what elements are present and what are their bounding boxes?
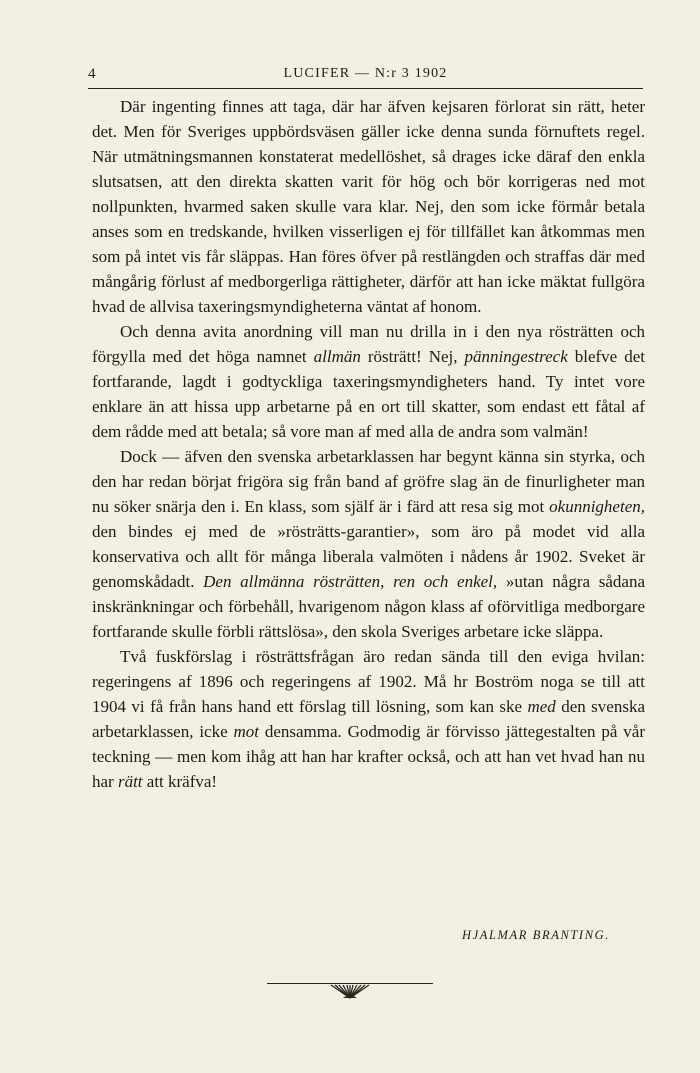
page-header — [88, 66, 643, 89]
emphasis-text: pänningestreck — [464, 347, 568, 366]
paragraph — [92, 644, 645, 794]
emphasis-text: allmän — [313, 347, 361, 366]
paragraph-text: »utan några sådana inskränkningar och förbehåll, hvarigenom någon klass af oförvitliga medborgare fortfarande skulle förbli rättslösa», den skola Sveriges arbetare icke släppa. — [92, 572, 645, 641]
emphasis-text: mot — [233, 722, 259, 741]
paragraph-text: Där ingenting finnes att taga, där har äfven kejsaren förlorat sin rätt, heter det. Men för Sveriges uppbördsväsen gäller icke denna sunda förnuftets regel. När utmätningsmannen konstaterat medellöshet, så drages icke däraf den enkla slutsatsen, att den direkta skatten varit för hög och bör korrigeras ned mot nollpunkten, hvarmed saken skulle vara klar. Nej, den som icke förmår betala anses som en tredskande, hvilken visserligen ej för tillfället kan åtkommas men som på intet vis får släppas. Han föres öfver på restlängden och straffas där med mångårig förlust af medborgerliga rättigheter, därför att han icke mäktat fullgöra hvad de allvisa taxeringsmyndigheterna väntat af honom. — [92, 97, 645, 316]
paragraph-text: Två fuskförslag i rösträttsfrågan äro redan sända till den eviga hvilan: regeringens af 1896 och regeringens af 1902. Må hr Boström noga se till att 1904 vi få från hans hand ett förslag till lösning, som kan ske — [92, 647, 645, 716]
emphasis-text: Den allmänna rösträtten, ren och enkel, — [203, 572, 498, 591]
paragraph-text: att kräfva! — [142, 772, 218, 791]
paragraph-text: Och denna avita anordning vill man nu drilla in i den nya rösträtten och förgylla med det höga namnet — [92, 322, 645, 366]
emphasis-text: med — [527, 697, 556, 716]
paragraph — [92, 319, 645, 444]
running-title: LUCIFER — N:r 3 1902 — [283, 66, 448, 81]
paragraph — [92, 94, 645, 319]
paragraph-text: den bindes ej med de »rösträtts-garantier», som äro på modet vid alla konservativa och allt för många liberala valmöten i nådens år 1902. Sveket är genomskådadt. — [92, 522, 645, 591]
article-body — [92, 94, 645, 794]
emphasis-text: rätt — [117, 772, 143, 791]
paragraph-text: densamma. Godmodig är förvisso jättegestalten på vår teckning — men kom ihåg att han har krafter också, och att han vet hvad han nu har — [92, 722, 645, 791]
page-number: 4 — [88, 66, 96, 82]
author-signature: HJALMAR BRANTING. — [461, 928, 610, 942]
paragraph — [92, 444, 645, 644]
paragraph-text: den svenska arbetarklassen, icke — [92, 697, 645, 741]
paragraph-text: blefve det fortfarande, lagdt i godtyckliga taxeringsmyndigheters hand. Ty intet vore enklare än att hissa upp arbetarne på en ort till skatter, som endast ett fåtal af dem rådde med att betala; så vore man af med alla de andra som valmän! — [92, 347, 645, 441]
paragraph-text: rösträtt! Nej, — [360, 347, 465, 366]
paragraph-text: Dock — äfven den svenska arbetarklassen har begynt känna sin styrka, och den har redan börjat frigöra sig från band af gröfre slag än de finurligheter man nu söker snärja den i. En klass, som själf är i färd att resa sig mot — [92, 447, 645, 516]
sunburst-ornament-icon — [327, 983, 373, 1001]
emphasis-text: okunnigheten, — [549, 497, 645, 516]
